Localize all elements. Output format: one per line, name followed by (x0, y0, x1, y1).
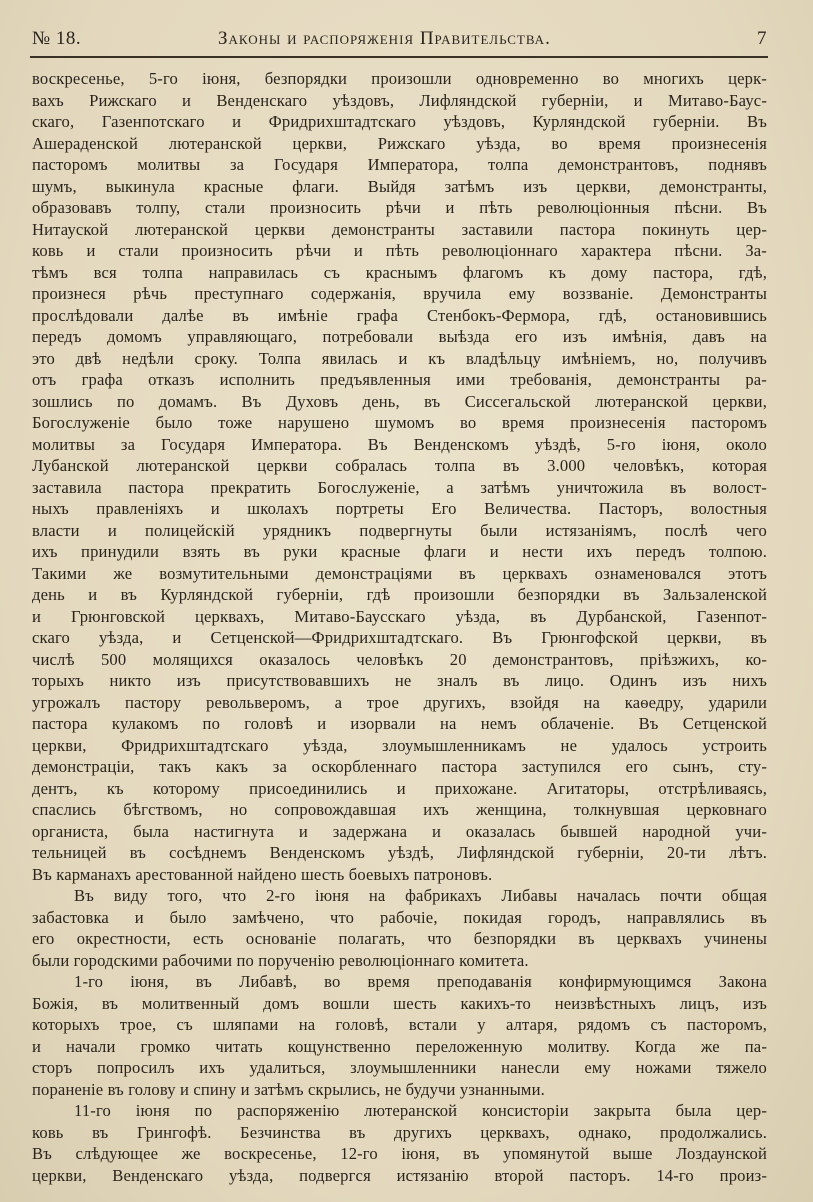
text-line: Лубанской лютеранской церкви собралась толпа въ 3.000 человѣкъ, которая (32, 456, 767, 475)
text-line: которыхъ трое, съ шляпами на головѣ, встали у алтаря, рядомъ съ пасторомъ, (32, 1015, 767, 1034)
text-line: церкви, Фридрихштадтскаго уѣзда, злоумышленникамъ не удалось устроить (32, 735, 767, 755)
running-title: Законы и распоряженія Правительства. (218, 28, 551, 49)
text-line: Богослуженіе было тоже нарушено шумомъ во время произнесенія пасторомъ (32, 413, 767, 432)
text-line: вахъ Рижскаго и Венденскаго уѣздовъ, Лифляндской губерніи, и Митаво-Баус- (32, 90, 767, 110)
text-line: Ашераденской лютеранской церкви, Рижскаго уѣзда, во время произнесенія (32, 133, 767, 153)
text-line: заставила пастора прекратить Богослуженіе, а затѣмъ уничтожила въ волост- (32, 477, 767, 497)
text-line: Нитауской лютеранской церкви демонстранты заставили пастора покинуть цер- (32, 219, 767, 239)
text-line: сторъ попросилъ ихъ удалиться, злоумышленники нанесли ему ножами тяжело (32, 1058, 767, 1077)
text-line: Такими же возмутительными демонстраціями въ церквахъ ознаменовался этотъ (32, 563, 767, 583)
text-line: воскресенье, 5-го іюня, безпорядки произошли одновременно во многихъ церк- (32, 69, 767, 88)
text-line: дентъ, къ которому присоединились и прихожане. Агитаторы, отстрѣливаясь, (32, 778, 767, 798)
text-line: произнеся рѣчь преступнаго содержанія, вручила ему воззваніе. Демонстранты (32, 284, 767, 303)
page-number: 7 (757, 28, 767, 49)
text-line: торыхъ никто изъ присутствовавшихъ не зналъ въ лицо. Одинъ изъ нихъ (32, 671, 767, 690)
text-line: Въ слѣдующее же воскресенье, 12-го іюня, въ упомянутой выше Лоздаунской (32, 1144, 767, 1163)
text-line: власти и полицейскій урядникъ подвергнуты были истязаніямъ, послѣ чего (32, 520, 767, 540)
text-line: и Грюнговской церквахъ, Митаво-Баусскаго уѣзда, въ Дурбанской, Газенпот- (32, 606, 767, 626)
body-text (32, 68, 767, 1186)
text-line: были городскими рабочими по порученію революціоннаго комитета. (32, 950, 529, 970)
text-line: молитвы за Государя Императора. Въ Венденскомъ уѣздѣ, 5-го іюня, около (32, 434, 767, 454)
text-line: скаго уѣзда, и Сетценской—Фридрихштадтскаго. Въ Грюнгофской церкви, въ (32, 628, 767, 647)
text-line: образовавъ толпу, стали произносить рѣчи и пѣть революціонныя пѣсни. Въ (32, 198, 767, 217)
text-line: скаго, Газенпотскаго и Фридрихштадтскаго уѣздовъ, Курляндской губерніи. Въ (32, 112, 767, 131)
text-line: забастовка и было замѣчено, что рабочіе, покидая городъ, направлялись въ (32, 907, 767, 927)
text-line: тельницей въ сосѣднемъ Венденскомъ уѣздѣ, Лифляндской губерніи, 20-ти лѣтъ. (32, 843, 767, 862)
text-line: зошлись по домамъ. Въ Духовъ день, въ Сиссегальской лютеранской церкви, (32, 391, 767, 411)
text-line: его окрестности, есть основаніе полагать, что безпорядки въ церквахъ учинены (32, 929, 767, 948)
text-line: это двѣ недѣли сроку. Толпа явилась и къ владѣльцу имѣніемъ, но, получивъ (32, 348, 767, 368)
header-rule (30, 56, 768, 58)
text-line: тѣмъ вся толпа направилась съ краснымъ флагомъ къ дому пастора, гдѣ, (32, 262, 767, 282)
text-line: органиста, была настигнута и задержана и оказалась бывшей народной учи- (32, 821, 767, 841)
text-line: числѣ 500 молящихся оказалось человѣкъ 20 демонстрантовъ, пріѣзжихъ, ко- (32, 649, 767, 669)
text-line: шумъ, выкинула красные флаги. Выйдя затѣмъ изъ церкви, демонстранты, (32, 176, 767, 196)
text-line: угрожалъ пастору револьверомъ, а трое другихъ, взойдя на каѳедру, ударили (32, 692, 767, 712)
text-line: и начали громко читать кощунственно переложенную молитву. Когда же па- (32, 1036, 767, 1056)
text-line: Въ карманахъ арестованной найдено шесть боевыхъ патроновъ. (32, 864, 493, 884)
text-line: пораненіе въ голову и спину и затѣмъ скрылись, не будучи узнанными. (32, 1079, 545, 1099)
text-line: 1-го іюня, въ Либавѣ, во время преподаванія конфирмующимся Закона (74, 972, 767, 991)
text-line: Божія, въ молитвенный домъ вошли шесть какихъ-то неизвѣстныхъ лицъ, изъ (32, 993, 767, 1013)
text-line: ковь въ Грингофѣ. Безчинства въ другихъ церквахъ, однако, продолжались. (32, 1122, 767, 1142)
text-line: ковь и стали произносить рѣчи и пѣть революціоннаго характера пѣсни. За- (32, 241, 767, 260)
text-line: Въ виду того, что 2-го іюня на фабрикахъ Либавы началась почти общая (74, 886, 767, 905)
issue-number: № 18. (32, 28, 82, 49)
text-line: спаслись бѣгствомъ, но сопровождавшая ихъ женщина, толкнувшая церковнаго (32, 800, 767, 819)
text-line: ихъ принудили взять въ руки красные флаги и нести ихъ передъ толпою. (32, 542, 767, 561)
text-line: передъ домомъ управляющаго, потребовали выѣзда его изъ имѣнія, давъ на (32, 327, 767, 346)
text-line: ныхъ правленіяхъ и школахъ портреты Его Величества. Пасторъ, волостныя (32, 499, 767, 518)
text-line: пасторомъ молитвы за Государя Императора, толпа демонстрантовъ, поднявъ (32, 155, 767, 174)
text-line: церкви, Венденскаго уѣзда, подвергся истязанію второй пасторъ. 14-го произ- (32, 1165, 767, 1185)
text-line: отъ графа отказъ исполнить предъявленныя ими требованія, демонстранты ра- (32, 370, 767, 389)
page-header (32, 26, 767, 56)
text-line: 11-го іюня по распоряженію лютеранской консисторіи закрыта была цер- (74, 1101, 767, 1120)
text-line: прослѣдовали далѣе въ имѣніе графа Стенбокъ-Фермора, гдѣ, остановившись (32, 305, 767, 325)
text-line: пастора кулакомъ по головѣ и изорвали на немъ облаченіе. Въ Сетценской (32, 714, 767, 733)
text-line: демонстраціи, такъ какъ за оскорбленнаго пастора заступился его сынъ, сту- (32, 757, 767, 776)
text-line: день и въ Курляндской губерніи, гдѣ произошли безпорядки въ Зальзаленской (32, 585, 767, 604)
